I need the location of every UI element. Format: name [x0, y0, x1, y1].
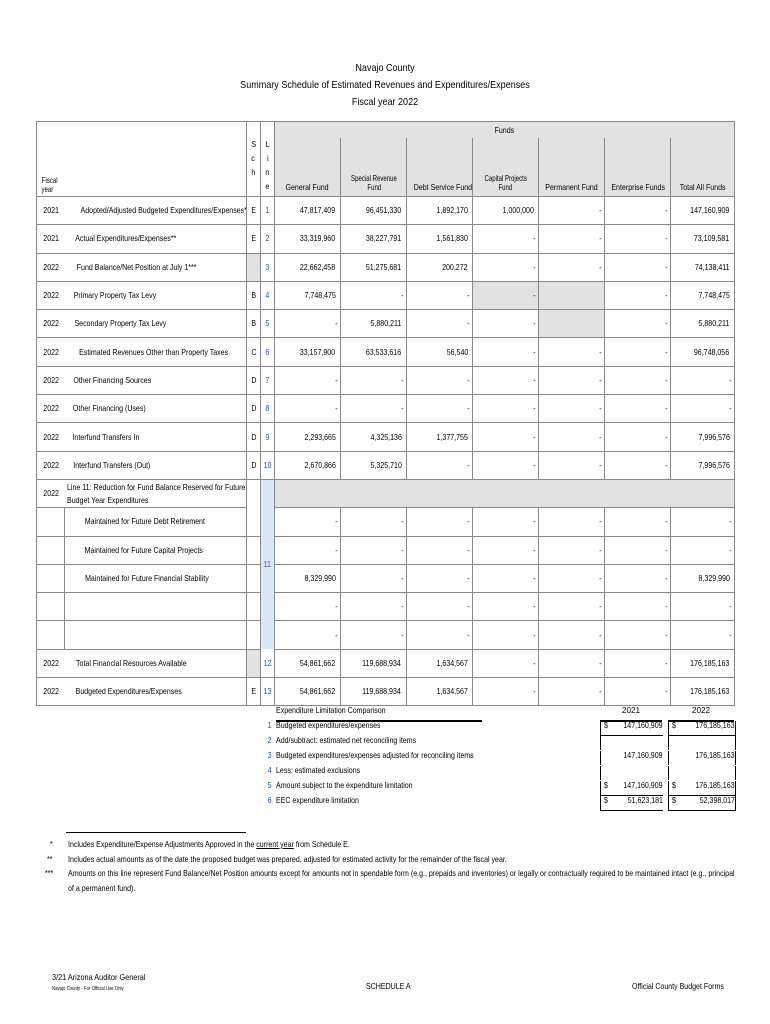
amount-cell: - [341, 281, 407, 309]
amount-cell: - [341, 395, 407, 423]
amount-cell: - [275, 310, 341, 338]
comparison-2021-value: 147,160,909 [600, 721, 663, 736]
amount-cell: - [341, 564, 407, 592]
amount-cell: - [539, 593, 605, 621]
description-cell: Primary Property Tax Levy [65, 281, 247, 309]
general-fund-header: General Fund [275, 138, 341, 197]
fiscal-year-cell: 2022 [37, 310, 65, 338]
table-row [37, 395, 735, 423]
comparison-2021-dollar: $ [604, 781, 608, 790]
amount-cell: - [473, 395, 539, 423]
amount-cell: - [473, 451, 539, 479]
amount-cell: - [605, 281, 671, 309]
amount-cell: - [275, 508, 341, 536]
amount-cell: - [407, 536, 473, 564]
line-number-cell: 8 [261, 395, 275, 423]
amount-cell: - [407, 366, 473, 394]
comparison-title: Expenditure Limitation Comparison [276, 706, 482, 722]
amount-cell: 96,748,056 [671, 338, 735, 366]
line-number-cell: 3 [261, 253, 275, 281]
amount-cell: - [473, 508, 539, 536]
description-cell: Line 11: Reduction for Fund Balance Reserved for Future Budget Year Expenditures [65, 479, 247, 507]
comparison-line-number: 2 [268, 736, 272, 745]
schedule-cell [247, 649, 261, 677]
amount-cell: - [341, 593, 407, 621]
amount-cell: 33,319,960 [275, 225, 341, 253]
amount-cell: - [605, 451, 671, 479]
amount-cell: 33,157,900 [275, 338, 341, 366]
amount-cell: - [605, 310, 671, 338]
footer-official-use: Navajo County - For Official Use Only [52, 986, 124, 992]
amount-cell: - [539, 423, 605, 451]
comparison-label: Amount subject to the expenditure limitation [276, 781, 413, 790]
line-number-cell: 6 [261, 338, 275, 366]
description-cell: Adopted/Adjusted Budgeted Expenditures/Expenses* [65, 197, 247, 225]
line-number-cell: 5 [261, 310, 275, 338]
amount-cell: - [341, 536, 407, 564]
amount-cell: - [473, 281, 539, 309]
amount-cell: 176,185,163 [671, 649, 735, 677]
comparison-label: Budgeted expenditures/expenses adjusted for reconciling items [276, 751, 474, 760]
comparison-col-2021: 2021 [600, 706, 662, 722]
table-row [37, 197, 735, 225]
amount-cell: - [407, 451, 473, 479]
amount-cell: - [473, 338, 539, 366]
description-cell: Interfund Transfers In [65, 423, 247, 451]
amount-cell: - [473, 536, 539, 564]
amount-cell: 74,138,411 [671, 253, 735, 281]
schedule-cell: B [247, 310, 261, 338]
amount-cell: - [275, 536, 341, 564]
table-row [37, 508, 735, 536]
footnote-1-mark: * [50, 840, 53, 849]
amount-cell: 147,160,909 [671, 197, 735, 225]
table-row [37, 310, 735, 338]
amount-cell: 8,329,990 [275, 564, 341, 592]
schedule-cell: E [247, 197, 261, 225]
amount-cell: - [473, 310, 539, 338]
amount-cell: 38,227,791 [341, 225, 407, 253]
line-number-cell: 7 [261, 366, 275, 394]
table-row [37, 281, 735, 309]
table-row [37, 225, 735, 253]
line-number-cell: 11 [261, 479, 275, 649]
amount-cell: - [341, 621, 407, 649]
amount-cell: - [605, 593, 671, 621]
amount-cell: - [473, 366, 539, 394]
sch-header: S c h [247, 138, 261, 197]
amount-cell: - [407, 310, 473, 338]
amount-cell: - [539, 338, 605, 366]
amount-cell [539, 281, 605, 309]
table-row [37, 678, 735, 706]
line-number-cell: 4 [261, 281, 275, 309]
description-cell: Budgeted Expenditures/Expenses [65, 678, 247, 706]
description-cell: Secondary Property Tax Levy [65, 310, 247, 338]
amount-cell: - [539, 395, 605, 423]
footnote-2: Includes actual amounts as of the date the proposed budget was prepared, adjusted for estimated activity for the remainder of the fiscal year. [68, 855, 507, 864]
amount-cell: - [539, 225, 605, 253]
amount-cell: - [605, 536, 671, 564]
amount-cell: - [605, 253, 671, 281]
amount-cell: 2,293,665 [275, 423, 341, 451]
amount-cell: - [275, 366, 341, 394]
schedule-cell [247, 508, 261, 536]
amount-cell: 1,892,170 [407, 197, 473, 225]
amount-cell: - [671, 536, 735, 564]
amount-cell: - [539, 366, 605, 394]
amount-cell: 5,880,211 [341, 310, 407, 338]
comparison-col-2022: 2022 [668, 706, 734, 722]
fiscal-year-cell: 2022 [37, 678, 65, 706]
page-title: Summary Schedule of Estimated Revenues and Expenditures/Expenses [240, 79, 530, 91]
amount-cell: 200,272 [407, 253, 473, 281]
amount-cell: - [605, 225, 671, 253]
amount-cell: 119,688,934 [341, 649, 407, 677]
schedule-cell [247, 479, 261, 507]
fiscal-year-cell: 2022 [37, 479, 65, 507]
amount-cell: 63,533,616 [341, 338, 407, 366]
fiscal-year-cell [37, 508, 65, 536]
amount-cell: - [671, 366, 735, 394]
description-cell: Maintained for Future Capital Projects [65, 536, 247, 564]
schedule-cell: D [247, 423, 261, 451]
amount-cell: - [671, 593, 735, 621]
comparison-2022-value: 52,398,017 [668, 796, 736, 811]
amount-cell: - [407, 281, 473, 309]
footer-auditor: 3/21 Arizona Auditor General [52, 972, 146, 982]
comparison-2021-value: 51,623,181 [600, 796, 663, 811]
comparison-2021-value: 147,160,909 [600, 751, 663, 765]
description-cell [65, 593, 247, 621]
comparison-label: EEC expenditure limitation [276, 796, 359, 805]
amount-cell: - [341, 366, 407, 394]
description-cell: Actual Expenditures/Expenses** [65, 225, 247, 253]
comparison-2022-dollar [672, 751, 680, 765]
amount-cell: - [605, 621, 671, 649]
comparison-2021-dollar [604, 766, 612, 780]
description-cell: Fund Balance/Net Position at July 1*** [65, 253, 247, 281]
fiscal-year-cell [37, 621, 65, 649]
amount-cell: - [407, 508, 473, 536]
comparison-2022-value: 176,185,163 [668, 751, 736, 765]
amount-cell: - [605, 423, 671, 451]
footnote-3-mark: *** [45, 869, 54, 878]
amount-cell: - [473, 621, 539, 649]
table-row [37, 479, 735, 507]
amount-cell: - [671, 621, 735, 649]
comparison-2022-dollar [672, 766, 680, 780]
line-number-cell: 1 [261, 197, 275, 225]
footnote-3-line-2: of a permanent fund). [68, 884, 136, 893]
capital-projects-header: Capital Projects Fund [473, 138, 539, 197]
table-row [37, 564, 735, 592]
amount-cell: 56,540 [407, 338, 473, 366]
footer-schedule: SCHEDULE A [366, 982, 411, 991]
amount-cell: - [407, 564, 473, 592]
amount-cell: 7,996,576 [671, 423, 735, 451]
line-number-cell: 9 [261, 423, 275, 451]
amount-cell: - [605, 395, 671, 423]
amount-cell: 119,688,934 [341, 678, 407, 706]
amount-cell: 51,275,681 [341, 253, 407, 281]
amount-cell: 2,670,866 [275, 451, 341, 479]
description-cell: Estimated Revenues Other than Property Taxes [65, 338, 247, 366]
description-cell: Maintained for Future Financial Stability [65, 564, 247, 592]
amount-cell: 1,634,567 [407, 649, 473, 677]
amount-cell: - [407, 593, 473, 621]
table-row [37, 593, 735, 621]
amount-cell: - [671, 508, 735, 536]
fiscal-year-cell: 2022 [37, 423, 65, 451]
amount-cell: - [473, 253, 539, 281]
line-number-cell: 2 [261, 225, 275, 253]
amount-cell: - [539, 621, 605, 649]
amount-cell: - [407, 621, 473, 649]
amount-cell: - [473, 423, 539, 451]
line-number-cell: 10 [261, 451, 275, 479]
schedule-cell [247, 593, 261, 621]
amount-cell: 54,861,662 [275, 678, 341, 706]
table-row [37, 423, 735, 451]
amount-cell: - [473, 678, 539, 706]
shaded-cell [275, 479, 735, 507]
amount-cell: - [275, 593, 341, 621]
comparison-2021-dollar: $ [604, 721, 608, 730]
schedule-cell: D [247, 395, 261, 423]
amount-cell: 1,634,567 [407, 678, 473, 706]
description-cell: Total Financial Resources Available [65, 649, 247, 677]
fiscal-year-cell: 2021 [37, 197, 65, 225]
footnote-1: Includes Expenditure/Expense Adjustments Approved in the current year from Schedule E. [68, 840, 350, 849]
schedule-cell: E [247, 225, 261, 253]
fiscal-year-cell: 2022 [37, 366, 65, 394]
amount-cell: 7,748,475 [671, 281, 735, 309]
comparison-2022-value: 176,185,163 [668, 721, 736, 736]
comparison-2022-dollar: $ [672, 796, 676, 805]
schedule-cell: B [247, 281, 261, 309]
description-cell: Other Financing (Uses) [65, 395, 247, 423]
description-cell: Maintained for Future Debt Retirement [65, 508, 247, 536]
comparison-2021-value: 147,160,909 [600, 781, 663, 796]
fiscal-year-cell: 2022 [37, 338, 65, 366]
footnote-3-line-1: Amounts on this line represent Fund Balance/Net Position amounts except for amounts not in spendable form (e.g., prepaids and inventories) or legally or contractually required to be maintained intact (e.g., principal [68, 869, 735, 878]
amount-cell: 54,861,662 [275, 649, 341, 677]
comparison-label: Add/subtract: estimated net reconciling items [276, 736, 417, 745]
debt-service-header: Debt Service Fund [407, 138, 473, 197]
amount-cell: - [539, 678, 605, 706]
amount-cell: - [539, 253, 605, 281]
schedule-cell: E [247, 678, 261, 706]
fiscal-year-cell: 2022 [37, 395, 65, 423]
comparison-label: Budgeted expenditures/expenses [276, 721, 381, 730]
amount-cell: 4,325,136 [341, 423, 407, 451]
amount-cell: - [275, 395, 341, 423]
comparison-line-number: 5 [268, 781, 272, 790]
amount-cell: - [605, 649, 671, 677]
special-revenue-header: Special Revenue Fund [341, 138, 407, 197]
schedule-cell: D [247, 366, 261, 394]
comparison-label: Less: estimated exclusions [276, 766, 361, 775]
amount-cell: 73,109,581 [671, 225, 735, 253]
line-number-cell: 13 [261, 678, 275, 706]
funds-header: Funds [275, 122, 735, 139]
amount-cell: 176,185,163 [671, 678, 735, 706]
amount-cell: - [605, 508, 671, 536]
schedule-cell: D [247, 451, 261, 479]
schedule-cell [247, 621, 261, 649]
amount-cell: - [539, 197, 605, 225]
amount-cell: 1,000,000 [473, 197, 539, 225]
amount-cell: - [407, 395, 473, 423]
schedule-cell [247, 253, 261, 281]
fiscal-year-cell: 2022 [37, 451, 65, 479]
amount-cell: - [539, 451, 605, 479]
amount-cell: - [473, 564, 539, 592]
comparison-2022-value: 176,185,163 [668, 781, 736, 796]
enterprise-funds-header: Enterprise Funds [605, 138, 671, 197]
summary-schedule-table [36, 121, 735, 706]
comparison-2022-dollar: $ [672, 721, 676, 730]
table-row [37, 621, 735, 649]
fiscal-year-cell [37, 536, 65, 564]
line-header: L i n e [261, 138, 275, 197]
comparison-line-number: 6 [268, 796, 272, 805]
comparison-2021-dollar [604, 736, 612, 750]
footnote-2-mark: ** [47, 855, 53, 864]
amount-cell: 5,325,710 [341, 451, 407, 479]
amount-cell: 7,996,576 [671, 451, 735, 479]
table-row [37, 649, 735, 677]
amount-cell: - [473, 649, 539, 677]
amount-cell: - [605, 564, 671, 592]
fiscal-year-cell [37, 593, 65, 621]
amount-cell: 5,880,211 [671, 310, 735, 338]
comparison-line-number: 4 [268, 766, 272, 775]
amount-cell: - [539, 564, 605, 592]
amount-cell: - [341, 508, 407, 536]
amount-cell: - [605, 366, 671, 394]
amount-cell: - [473, 225, 539, 253]
fiscal-year-title: Fiscal year 2022 [351, 96, 419, 108]
amount-cell: - [539, 508, 605, 536]
permanent-fund-header: Permanent Fund [539, 138, 605, 197]
schedule-cell: C [247, 338, 261, 366]
comparison-2022-dollar [672, 736, 680, 750]
total-funds-header: Total All Funds [671, 138, 735, 197]
entity-name: Navajo County [355, 62, 415, 74]
fiscal-year-cell: 2022 [37, 253, 65, 281]
fiscal-year-cell [37, 564, 65, 592]
table-row [37, 253, 735, 281]
amount-cell: 96,451,330 [341, 197, 407, 225]
amount-cell: 22,662,458 [275, 253, 341, 281]
amount-cell: - [605, 678, 671, 706]
fiscal-year-header: Fiscal year [37, 138, 247, 197]
amount-cell: 8,329,990 [671, 564, 735, 592]
footer-forms: Official County Budget Forms [632, 982, 724, 991]
description-cell [65, 621, 247, 649]
amount-cell: 7,748,475 [275, 281, 341, 309]
comparison-2022-dollar: $ [672, 781, 676, 790]
fiscal-year-cell: 2022 [37, 649, 65, 677]
description-cell: Interfund Transfers (Out) [65, 451, 247, 479]
amount-cell [539, 310, 605, 338]
comparison-line-number: 3 [268, 751, 272, 760]
fiscal-year-cell: 2022 [37, 281, 65, 309]
description-cell: Other Financing Sources [65, 366, 247, 394]
table-row [37, 536, 735, 564]
amount-cell: 1,377,755 [407, 423, 473, 451]
amount-cell: - [671, 395, 735, 423]
amount-cell: - [605, 197, 671, 225]
line-number-cell: 12 [261, 649, 275, 677]
amount-cell: - [539, 649, 605, 677]
amount-cell: 1,561,830 [407, 225, 473, 253]
schedule-cell [247, 564, 261, 592]
amount-cell: - [539, 536, 605, 564]
amount-cell: - [473, 593, 539, 621]
comparison-line-number: 1 [268, 721, 272, 730]
comparison-2021-dollar: $ [604, 796, 608, 805]
fiscal-year-cell: 2021 [37, 225, 65, 253]
table-row [37, 366, 735, 394]
amount-cell: - [275, 621, 341, 649]
table-row [37, 451, 735, 479]
table-row [37, 338, 735, 366]
schedule-cell [247, 536, 261, 564]
comparison-2021-dollar [604, 751, 612, 765]
amount-cell: - [605, 338, 671, 366]
amount-cell: 47,817,409 [275, 197, 341, 225]
